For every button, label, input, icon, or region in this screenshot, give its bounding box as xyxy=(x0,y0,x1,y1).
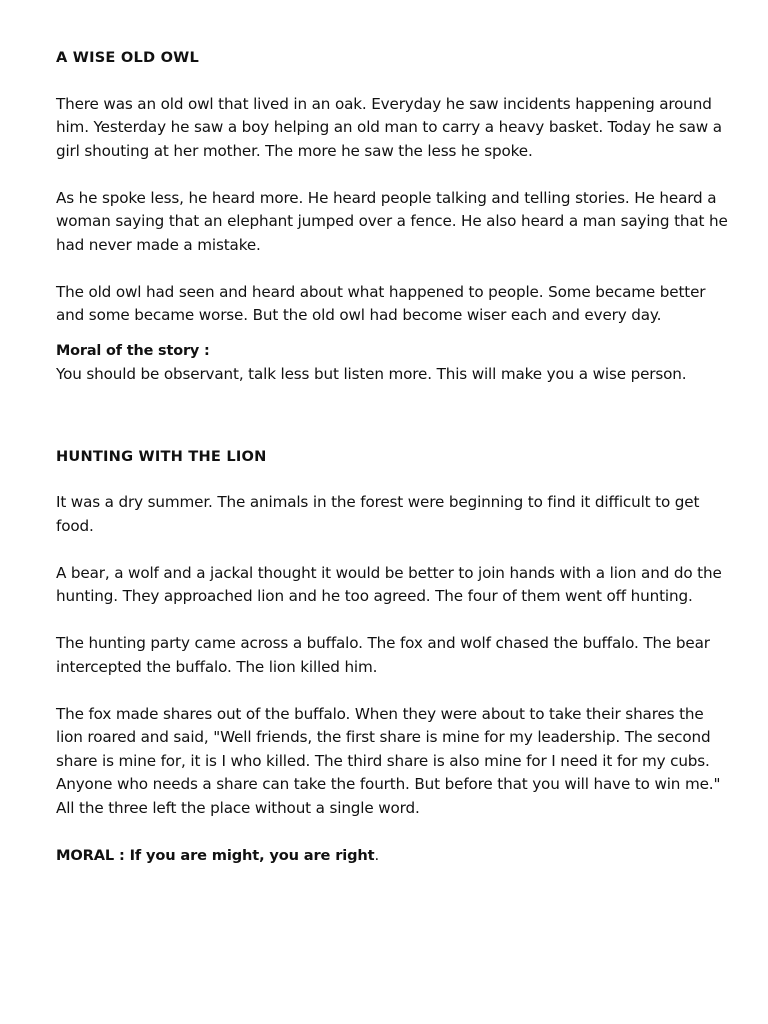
story1-moral-text: You should be observant, talk less but listen more. This will make you a wise person. xyxy=(56,365,687,383)
story2-paragraph-4: The fox made shares out of the buffalo. When they were about to take their shares the lion roared and said, "Well friends, the first share is mine for my leadership. The second share is mine for, it is I who killed. The third share is also mine for I need it for my cubs. Anyone who needs a share can take the fourth. But before that you will have to win me." All the three left the place without a single word. xyxy=(56,704,721,817)
story1-paragraph-1: There was an old owl that lived in an oak. Everyday he saw incidents happening around him. Yesterday he saw a boy helping an old man to carry a heavy basket. Today he saw a girl shouting at her mother. The more he saw the less he spoke. xyxy=(56,94,722,160)
story2-paragraph-3: The hunting party came across a buffalo. The fox and wolf chased the buffalo. The bear intercepted the buffalo. The lion killed him. xyxy=(56,634,710,676)
story2-paragraph-1: It was a dry summer. The animals in the forest were beginning to find it difficult to get food. xyxy=(56,493,700,535)
story2-paragraph-2: A bear, a wolf and a jackal thought it would be better to join hands with a lion and do the hunting. They approached lion and he too agreed. The four of them went off hunting. xyxy=(56,563,722,605)
story1-paragraph-2: As he spoke less, he heard more. He heard people talking and telling stories. He heard a woman saying that an elephant jumped over a fence. He also heard a man saying that he had never made a mistake. xyxy=(56,188,728,254)
story2-moral-line xyxy=(56,844,728,868)
story-title-hunting-with-the-lion: HUNTING WITH THE LION xyxy=(56,447,267,465)
document-page xyxy=(56,46,728,867)
story1-paragraph-3: The old owl had seen and heard about what happened to people. Some became better and some became worse. But the old owl had become wiser each and every day. xyxy=(56,282,706,324)
story1-moral-label: Moral of the story : xyxy=(56,342,210,359)
story2-moral-label: MORAL : xyxy=(56,846,130,864)
story2-moral-end: . xyxy=(374,846,379,864)
story-title-wise-old-owl: A WISE OLD OWL xyxy=(56,49,199,66)
story2-moral-text: If you are might, you are right xyxy=(129,846,375,864)
